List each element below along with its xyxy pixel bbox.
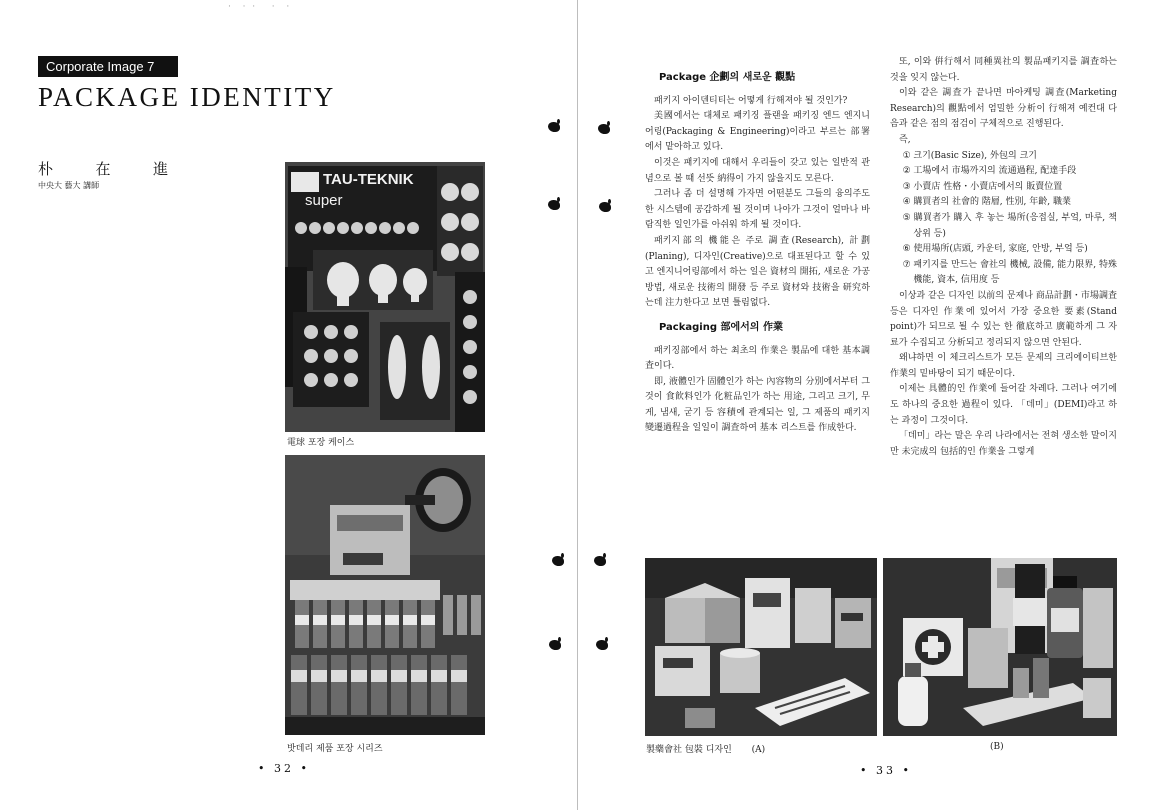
photo-pharma-packaging-a xyxy=(645,558,877,736)
body-paragraph: 패키지部의 機能은 주로 調査(Research), 計劃(Planing), 디자인(Creative)으로 대표된다고 할 수 있고 엔지니어링部에서 하는 일은 資材의 開拓, 새로운 가공방법, 새로운 技術의 開發 등 주로 資材와 技術을 研究하는데 注力한다고 보면 틀림없다. xyxy=(645,235,870,309)
ink-blot-mark xyxy=(599,202,611,212)
body-paragraph: 이제는 具體的인 作業에 들어갈 차례다. 그러나 여기에도 하나의 중요한 過程이 있다. 「데미」(DEMI)라고 하는 과정이 그것이다. xyxy=(890,384,1117,426)
body-paragraph: 왜냐하면 이 체크리스트가 모든 문제의 크리에이티브한 作業의 밑바탕이 되기 때문이다. xyxy=(890,353,1117,379)
author-name-char: 進 xyxy=(152,160,168,178)
photo-caption xyxy=(646,742,765,755)
checklist xyxy=(890,149,1117,289)
text-column-1 xyxy=(645,70,870,437)
list-item: ③ 小賣店 性格・小賣店에서의 販賣位置 xyxy=(902,181,1063,192)
page-number: • 32 • xyxy=(258,762,310,775)
author-name-char: 朴 xyxy=(38,160,54,178)
body-paragraph: 그러나 좀 더 설명해 가자면 어떤분도 그들의 융의주도한 시스템에 공감하게 될 것이며 나아가 그것이 얼마나 바람직한 일인가를 아쉬워 하게 될 것이다. xyxy=(645,189,870,231)
author-name xyxy=(38,158,168,179)
ink-blot-mark xyxy=(548,200,560,210)
list-item: ④ 購買者의 社會的 階層, 性別, 年齡, 職業 xyxy=(902,197,1071,208)
body-paragraph: 이상과 같은 디자인 以前의 문제나 商品計劃・市場調査 등은 디자인 作業에 있어서 가장 중요한 要素(Stand point)가 되므로 될 수 있는 한 徹底하고 廣範하게 그 자료가 수집되고 分析되고 정리되지 않으면 안된다. xyxy=(890,290,1117,348)
photo-pharma-packaging-b xyxy=(883,558,1117,736)
ink-blot-mark xyxy=(552,556,564,566)
body-paragraph: 이와 같은 調査가 끝나면 마아케팅 調査(Marketing Research)의 觀點에서 엄밀한 分析이 行해져 예컨대 다음과 같은 점의 점검이 구체적으로 진행된다. xyxy=(890,88,1117,130)
list-item: ⑦ 패키지를 만드는 會社의 機械, 設備, 能力限界, 特殊機能, 資本, 信用度 등 xyxy=(902,259,1117,286)
body-paragraph: 패키지 아이덴티티는 어떻게 行해져야 될 것인가? xyxy=(654,95,848,106)
ink-blot-mark xyxy=(598,124,610,134)
photo-caption: 電球 포장 케이스 xyxy=(287,438,355,448)
ink-blot-mark xyxy=(549,640,561,650)
photo-bulb-packaging xyxy=(285,162,485,432)
body-paragraph: 이것은 패키지에 대해서 우리들이 갖고 있는 일반적 관념으로 볼 때 선뜻 納得이 가지 않을지도 모른다. xyxy=(645,157,870,184)
article-title: PACKAGE IDENTITY xyxy=(38,82,336,112)
body-paragraph: 또, 이와 倂行해서 同種異社의 製品패키지를 調査하는 것을 잊지 않는다. xyxy=(890,57,1117,83)
photo-battery-packaging xyxy=(285,455,485,735)
list-item: ⑥ 使用場所(店頭, 카운터, 家庭, 안방, 부엌 등) xyxy=(902,244,1088,255)
section-heading: Package 企劃의 새로운 觀點 xyxy=(659,72,796,83)
author-affiliation: 中央大 藝大 講師 xyxy=(38,181,100,190)
photo-label-b: (B) xyxy=(990,742,1004,752)
section-heading: Packaging 部에서의 作業 xyxy=(659,321,783,333)
list-item: ⑤ 購買者가 購入 후 놓는 場所(응접실, 부엌, 마루, 책상위 등) xyxy=(902,212,1117,239)
page-gutter xyxy=(577,0,578,810)
series-label: Corporate Image 7 xyxy=(38,56,178,77)
page-number: • 33 • xyxy=(860,764,912,777)
list-item: ① 크기(Basic Size), 外包의 크기 xyxy=(902,150,1037,161)
ink-blot-mark xyxy=(548,122,560,132)
body-paragraph: 「데미」라는 말은 우리 나라에서는 전혀 생소한 말이지만 未完成의 包括的인 作業을 그렇게 xyxy=(890,431,1117,457)
text-column-2 xyxy=(890,55,1117,460)
top-edge-mark: · · · · · xyxy=(228,2,292,12)
package-brand-text: TAU-TEKNIK xyxy=(323,171,414,188)
photo-caption-text: 製藥會社 包裝 디자인 xyxy=(646,745,732,755)
list-intro: 즉, xyxy=(899,134,911,145)
author-name-char: 在 xyxy=(95,160,111,178)
photo-label-a: (A) xyxy=(751,745,766,755)
ink-blot-mark xyxy=(594,556,606,566)
list-item: ② 工場에서 市場까지의 流通過程, 配達手段 xyxy=(902,166,1077,177)
body-paragraph: 패키징部에서 하는 최초의 作業은 製品에 대한 基本調査이다. xyxy=(645,345,870,372)
ink-blot-mark xyxy=(596,640,608,650)
package-brand-subtext: super xyxy=(305,192,343,209)
body-paragraph: 即, 液體인가 固體인가 하는 內容物의 分別에서부터 그것이 食飮料인가 化粧品인가 하는 用途, 그리고 크기, 무게, 냄새, 굳기 등 容積에 관계되는 일, 그 제품의 패키지變遷過程을 일일이 調査하여 基本 리스트를 作成한다. xyxy=(645,376,870,434)
body-paragraph: 美國에서는 대체로 패키징 플랜을 패키징 엔드 엔지니어링(Packaging & Engineering)이라고 부르는 部署에서 맡아하고 있다. xyxy=(645,111,870,153)
photo-caption: 밧데리 제품 포장 시리즈 xyxy=(287,744,383,754)
